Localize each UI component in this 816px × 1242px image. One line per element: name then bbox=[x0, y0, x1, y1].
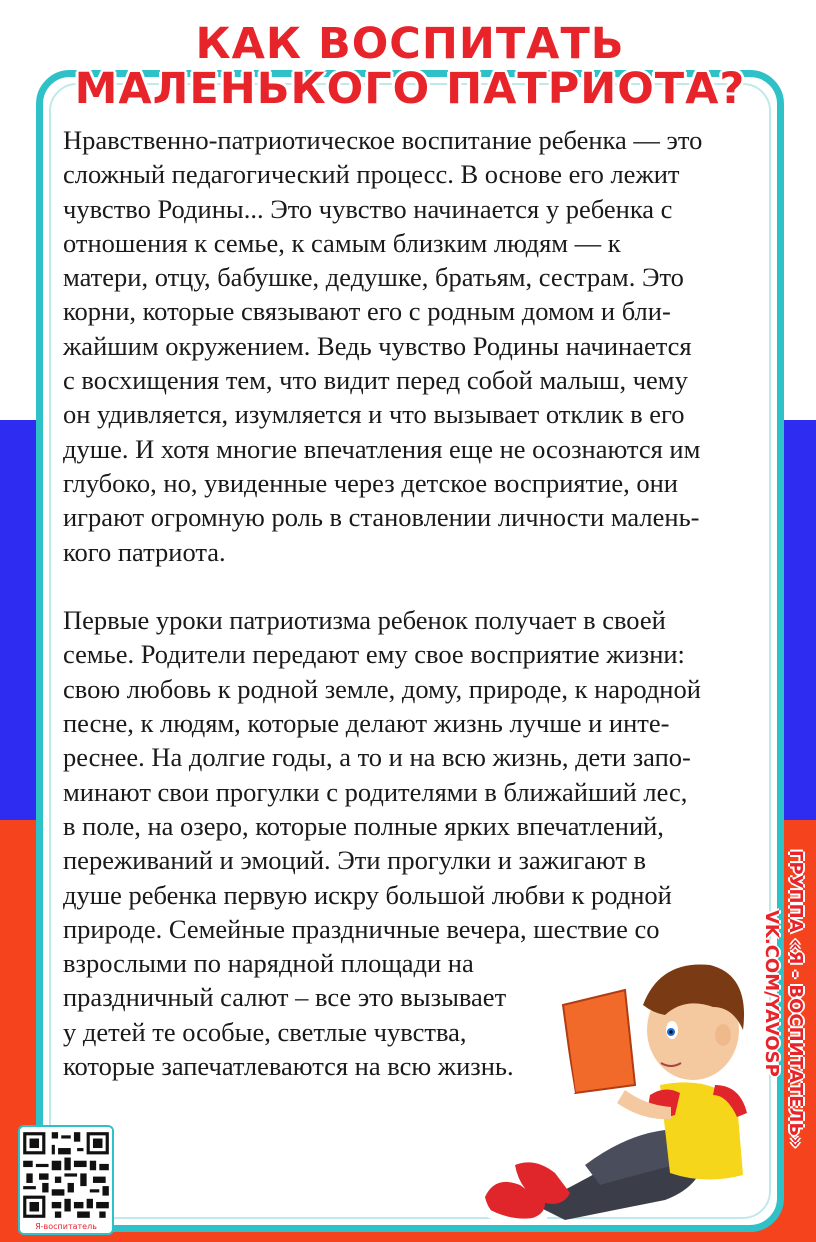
qr-caption: Я-воспитатель bbox=[35, 1222, 97, 1231]
text-line: у детей те особые, светлые чувства, bbox=[63, 1016, 467, 1047]
title-line-2: МАЛЕНЬКОГО ПАТРИОТА? bbox=[74, 64, 746, 114]
text-line: природе. Семейные праздничные вечера, шествие со bbox=[63, 913, 660, 944]
text-line: минают свои прогулки с родителями в ближайший лес, bbox=[63, 776, 688, 807]
text-line: душе. И хотя многие впечатления еще не осознаются им bbox=[63, 433, 701, 464]
text-line: сложный педагогический процесс. В основе его лежит bbox=[63, 159, 680, 190]
text-line: Первые уроки патриотизма ребенок получает в своей bbox=[63, 605, 666, 636]
paragraph-gap bbox=[63, 569, 765, 603]
group-name: ГРУППА «Я - ВОСПИТАТЕЛЬ» bbox=[785, 850, 806, 1148]
text-line: взрослыми по нарядной площади на bbox=[63, 948, 474, 979]
text-line: в поле, на озеро, которые полные ярких впечатлений, bbox=[63, 810, 664, 841]
text-line: душе ребенка первую искру большой любви к родной bbox=[63, 879, 672, 910]
group-url[interactable]: VK.COM/YAVOSP bbox=[761, 910, 782, 1077]
text-line: играют огромную роль в становлении личности малень- bbox=[63, 502, 700, 533]
text-line: песне, к людям, которые делают жизнь лучше и инте- bbox=[63, 708, 670, 739]
text-line: отношения к семье, к самым близким людям — к bbox=[63, 227, 621, 258]
boy-book bbox=[557, 990, 635, 1095]
text-line: глубоко, но, увиденные через детское восприятие, они bbox=[63, 467, 678, 498]
boy-head bbox=[643, 965, 744, 1081]
text-line: жайшим окружением. Ведь чувство Родины начинается bbox=[63, 330, 692, 361]
page-title bbox=[40, 19, 780, 114]
text-line: свою любовь к родной земле, дому, природе, к народной bbox=[63, 673, 701, 704]
text-line: семье. Родители передают ему свое восприятие жизни: bbox=[63, 639, 685, 670]
qr-code[interactable] bbox=[18, 1125, 114, 1235]
boy-reading-book-illustration bbox=[475, 935, 775, 1235]
paragraph-1 bbox=[63, 123, 765, 569]
text-line: которые запечатлеваются на всю жизнь. bbox=[63, 1051, 514, 1082]
text-line: чувство Родины... Это чувство начинается у ребенка с bbox=[63, 193, 673, 224]
text-line: с восхищения тем, что видит перед собой малыш, чему bbox=[63, 365, 688, 396]
text-line: праздничный салют – все это вызывает bbox=[63, 982, 507, 1013]
text-line: корни, которые связывают его с родным домом и бли- bbox=[63, 296, 671, 327]
text-line: реснее. На долгие годы, а то и на всю жизнь, дети запо- bbox=[63, 742, 691, 773]
qr-code-icon bbox=[20, 1129, 112, 1221]
text-line: кого патриота. bbox=[63, 536, 226, 567]
title-line-1: КАК ВОСПИТАТЬ bbox=[195, 19, 625, 69]
text-line: матери, отцу, бабушке, дедушке, братьям, сестрам. Это bbox=[63, 262, 684, 293]
text-line: он удивляется, изумляется и что вызывает отклик в его bbox=[63, 399, 685, 430]
text-line: Нравственно-патриотическое воспитание ребенка — это bbox=[63, 125, 703, 155]
text-line: переживаний и эмоций. Эти прогулки и зажигают в bbox=[63, 845, 647, 876]
